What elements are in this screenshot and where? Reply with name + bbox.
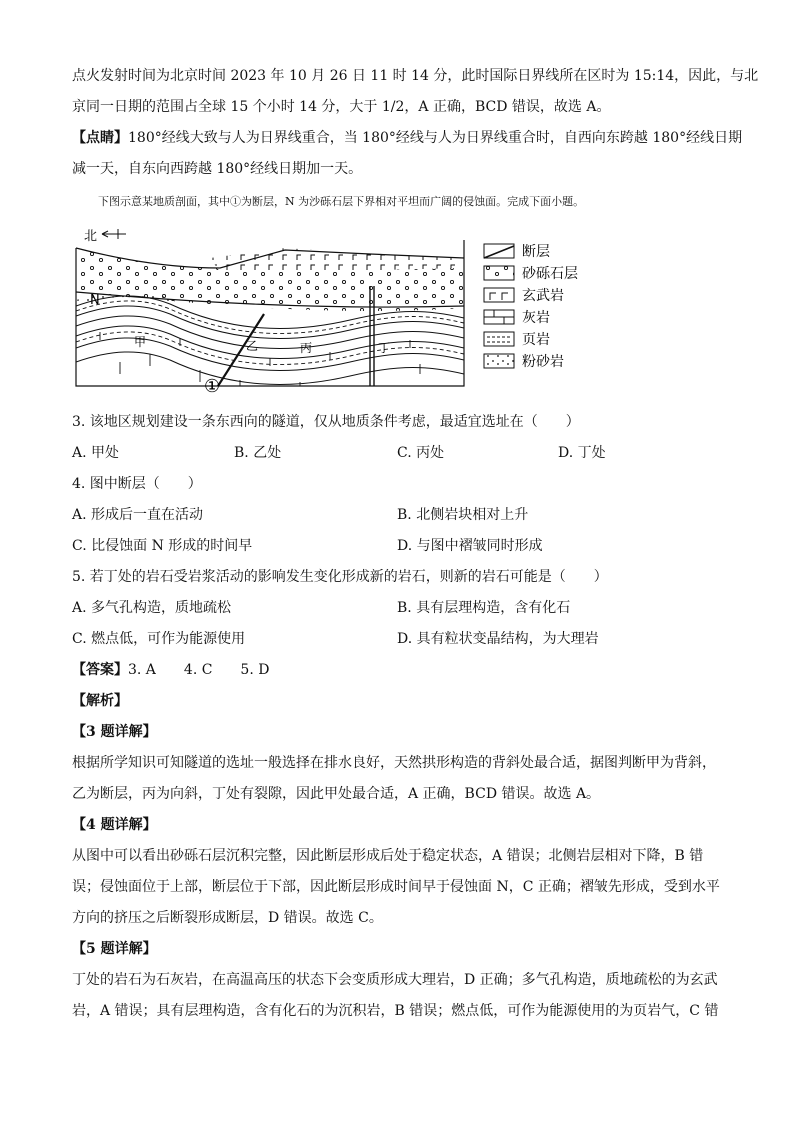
label-bing: 丙 — [300, 341, 313, 355]
detail-4-line-2: 误；侵蚀面位于上部，断层位于下部，因此断层形成时间早于侵蚀面 N，C 正确；褶皱先形成，受到水平 — [72, 879, 720, 895]
q5-option-b: B. 具有层理构造，含有化石 — [397, 600, 571, 616]
label-ding: 丁 — [378, 341, 391, 355]
q4-option-b: B. 北侧岩块相对上升 — [397, 507, 529, 523]
legend-gravel-icon — [484, 266, 514, 280]
detail-4-line-3: 方向的挤压之后断裂形成断层，D 错误。故选 C。 — [72, 910, 383, 926]
legend-fault: 断层 — [522, 244, 550, 260]
detail-5-line-2: 岩，A 错误；具有层理构造，含有化石的为沉积岩，B 错误；燃点低，可作为能源使用的为页岩气，C 错 — [72, 1003, 719, 1019]
question-4-stem: 4. 图中断层（ ） — [72, 476, 202, 492]
geology-figure — [70, 222, 590, 398]
north-arrow-icon — [102, 229, 126, 239]
answer-line — [72, 660, 269, 680]
tip-label: 【点睛】 — [72, 130, 128, 146]
detail-3-line-2: 乙为断层，丙为向斜，丁处有裂隙，因此甲处最合适，A 正确，BCD 错误。故选 A。 — [72, 786, 601, 802]
legend-siltstone: 粉砂岩 — [522, 354, 564, 370]
detail-4-line-1: 从图中可以看出砂砾石层沉积完整，因此断层形成后处于稳定状态，A 错误；北侧岩层相对下降，B 错 — [72, 848, 704, 864]
q3-option-a: A. 甲处 — [72, 445, 120, 461]
analysis-label: 【解析】 — [72, 693, 128, 709]
north-label: 北 — [84, 229, 98, 244]
q3-option-c: C. 丙处 — [397, 445, 445, 461]
q4-option-c: C. 比侵蚀面 N 形成的时间早 — [72, 538, 253, 554]
label-jia: 甲 — [134, 335, 147, 349]
q4-option-d: D. 与图中褶皱同时形成 — [397, 538, 543, 554]
q3-option-d: D. 丁处 — [558, 445, 606, 461]
q5-option-d: D. 具有粒状变晶结构，为大理岩 — [397, 631, 599, 647]
detail-5-line-1: 丁处的岩石为石灰岩，在高温高压的状态下会变质形成大理岩，D 正确；多气孔构造，质地疏松的为玄武 — [72, 972, 718, 988]
tip-text-1: 180°经线大致与人为日界线重合，当 180°经线与人为日界线重合时，自西向东跨越 180°经线日期 — [128, 130, 743, 146]
intro-line-2: 京同一日期的范围占全球 15 个小时 14 分，大于 1/2，A 正确，BCD 错误，故选 A。 — [72, 99, 611, 115]
intro-line-1: 点火发射时间为北京时间 2023 年 10 月 26 日 11 时 14 分，此时国际日界线所在区时为 15:14，因此，与北 — [72, 68, 759, 84]
detail-5-label: 【5 题详解】 — [72, 941, 157, 957]
q5-option-a: A. 多气孔构造，质地疏松 — [72, 600, 232, 616]
legend-siltstone-icon — [484, 354, 514, 368]
material-intro: 下图示意某地质剖面，其中①为断层，N 为沙砾石层下界相对平坦而广阔的侵蚀面。完成下面小题。 — [98, 195, 585, 208]
fault-number-label: ① — [204, 376, 221, 397]
tip-line-1 — [72, 128, 742, 148]
q5-option-c: C. 燃点低，可作为能源使用 — [72, 631, 246, 647]
legend-shale: 页岩 — [522, 332, 550, 348]
label-yi: 乙 — [246, 339, 259, 353]
detail-3-line-1: 根据所学知识可知隧道的选址一般选择在排水良好，天然拱形构造的背斜处最合适，据图判断甲为背斜， — [72, 755, 716, 771]
answer-text: 3. A 4. C 5. D — [128, 662, 270, 678]
legend — [484, 244, 578, 370]
legend-basalt: 玄武岩 — [522, 288, 564, 304]
label-N: N — [90, 293, 100, 308]
answer-label: 【答案】 — [72, 662, 128, 678]
legend-gravel: 砂砾石层 — [522, 266, 578, 282]
tip-line-2: 减一天，自东向西跨越 180°经线日期加一天。 — [72, 161, 363, 177]
detail-4-label: 【4 题详解】 — [72, 817, 157, 833]
question-5-stem: 5. 若丁处的岩石受岩浆活动的影响发生变化形成新的岩石，则新的岩石可能是（ ） — [72, 569, 608, 585]
question-3-stem: 3. 该地区规划建设一条东西向的隧道，仅从地质条件考虑，最适宜选址在（ ） — [72, 414, 580, 430]
legend-limestone: 灰岩 — [522, 310, 550, 326]
q4-option-a: A. 形成后一直在活动 — [72, 507, 204, 523]
detail-3-label: 【3 题详解】 — [72, 724, 157, 740]
q3-option-b: B. 乙处 — [234, 445, 282, 461]
